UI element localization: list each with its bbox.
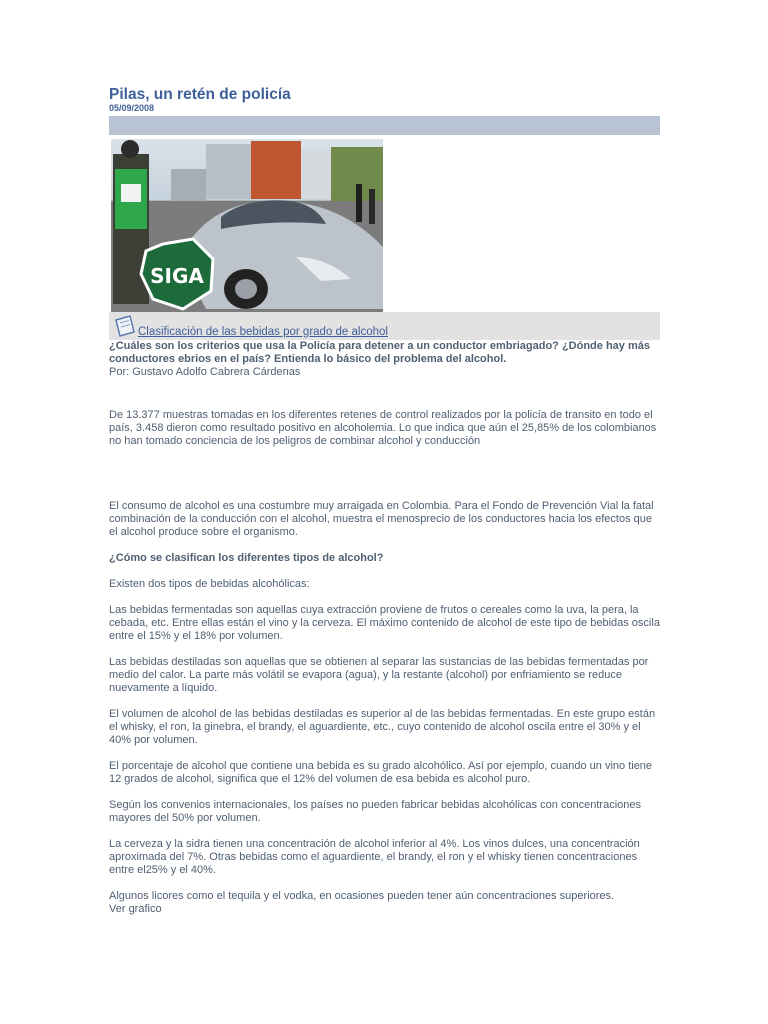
article-byline: Por: Gustavo Adolfo Cabrera Cárdenas [109,366,301,378]
header-bar [109,116,660,135]
document-icon [113,314,137,338]
article-title: Pilas, un retén de policía [109,86,291,103]
paragraph-4: Las bebidas fermentadas son aquellas cuya extracción proviene de frutos o cereales como la uva, la pera, la cebada, etc. Entre ellas están el vino y la cerveza. El máximo contenido de alcohol de este tipo de bebidas oscila entre el 15% y el 18% por volumen. [109,604,660,642]
sign-text: SIGA [150,264,204,288]
paragraph-5a: Las bebidas destiladas son aquellas que se obtienen al separar las sustancias de las bebidas fermentadas por medio del calor. La parte más volátil se evapora (agua), y la restante (alcohol) por enfriamiento se reduce [109,656,649,681]
paragraph-6: El volumen de alcohol de las bebidas destiladas es superior al de las bebidas fermentadas. En este grupo están el whisky, el ron, la ginebra, el brandy, el aguardiente, etc., cuyo contenido de alcohol oscila entre el 30% y el 40% por volumen. [109,708,656,746]
caption-bar [109,312,660,340]
see-chart-link[interactable]: Ver grafico [109,903,162,915]
paragraph-9: La cerveza y la sidra tienen una concentración de alcohol inferior al 4%. Los vinos dulces, una concentración aproximada del 7%. Otras bebidas como el aguardiente, el brandy, el ron y el whisky tienen concentraciones entre el25% y el 40%. [109,838,640,876]
article-lead: ¿Cuáles son los criterios que usa la Policía para detener a un conductor embriagado? ¿Dónde hay más conductores ebrios en el país? Entienda lo básico del problema del alcohol. [109,340,650,365]
paragraph-5b: nuevamente a líquido. [109,682,218,694]
section-question: ¿Cómo se clasifican los diferentes tipos de alcohol? [109,552,384,564]
paragraph-3: Existen dos tipos de bebidas alcohólicas: [109,578,310,590]
paragraph-10: Algunos licores como el tequila y el vodka, en ocasiones pueden tener aún concentraciones superiores. [109,890,615,902]
photo-illustration [111,139,383,313]
paragraph-7: El porcentaje de alcohol que contiene una bebida es su grado alcohólico. Así por ejemplo, cuando un vino tiene 12 grados de alcohol, significa que el 12% del volumen de esa bebida es alcohol puro. [109,760,653,785]
paragraph-2: El consumo de alcohol es una costumbre muy arraigada en Colombia. Para el Fondo de Prevención Vial la fatal combinación de la conducción con el alcohol, muestra el menosprecio de los conductores hacia los efectos que el alcohol produce sobre el organismo. [109,500,654,538]
article-photo [111,139,383,313]
paragraph-8: Según los convenios internacionales, los países no pueden fabricar bebidas alcohólicas con concentraciones mayores del 50% por volumen. [109,799,642,824]
paragraph-1: De 13.377 muestras tomadas en los diferentes retenes de control realizados por la policía de transito en todo el país, 3.458 dieron como resultado positivo en alcoholemia. Lo que indica que aún el 25,85% de los colombianos no han tomado conciencia de los peligros de combinar alcohol y conducción [109,409,657,447]
article [109,86,660,916]
article-date: 05/09/2008 [109,103,155,113]
classification-link[interactable]: Clasificación de las bebidas por grado de alcohol [138,326,388,338]
